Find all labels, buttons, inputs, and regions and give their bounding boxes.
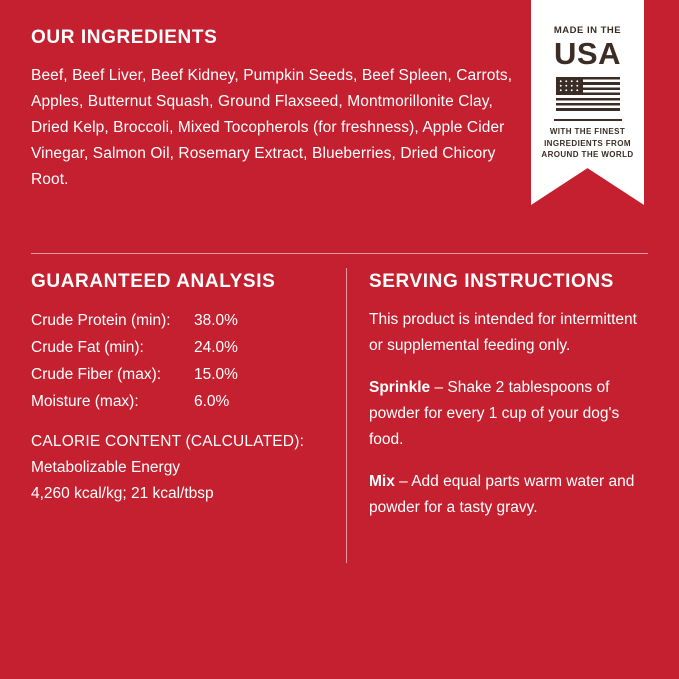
- serving-step-sprinkle-name: Sprinkle: [369, 378, 431, 396]
- ingredients-list: Beef, Beef Liver, Beef Kidney, Pumpkin Seeds, Beef Spleen, Carrots, Apples, Butternut Squash, Ground Flaxseed, Montmorillonite Clay, Dried Kelp, Broccoli, Mixed Tocopherols (for freshness), Apple Cider Vinegar, Salmon Oil, Rosemary Extract, Blueberries, Dried Chicory Root.: [31, 66, 513, 188]
- badge-divider: [554, 119, 622, 121]
- calorie-content-line-2: 4,260 kcal/kg; 21 kcal/tbsp: [31, 484, 214, 502]
- serving-step-mix: [369, 469, 654, 521]
- badge-made-in-the-text: MADE IN THE: [553, 25, 622, 36]
- guaranteed-analysis-title: GUARANTEED ANALYSIS: [31, 271, 276, 292]
- analysis-value: 24.0%: [194, 338, 238, 356]
- guaranteed-analysis-section: [31, 272, 326, 507]
- badge-country-text: USA: [554, 35, 621, 71]
- calorie-content-block: [31, 429, 326, 507]
- serving-step-sprinkle-text: – Shake 2 tablespoons of powder for every 1 cup of your dog's food.: [369, 378, 620, 448]
- flag-canton: [556, 77, 583, 95]
- flag-stars: [558, 79, 581, 93]
- analysis-label: Crude Fat (min):: [31, 338, 144, 356]
- ingredients-title: OUR INGREDIENTS: [31, 27, 218, 48]
- serving-instructions-title: SERVING INSTRUCTIONS: [369, 271, 614, 292]
- analysis-rows: [31, 307, 326, 415]
- analysis-value: 38.0%: [194, 311, 238, 329]
- calorie-content-line-1: Metabolizable Energy: [31, 458, 181, 476]
- calorie-content-heading: CALORIE CONTENT (CALCULATED):: [31, 432, 305, 450]
- vertical-divider: [346, 268, 347, 563]
- analysis-label: Crude Protein (min):: [31, 311, 171, 329]
- serving-step-mix-text: – Add equal parts warm water and powder for a tasty gravy.: [369, 472, 635, 516]
- serving-instructions-section: [369, 272, 654, 521]
- serving-step-mix-name: Mix: [369, 472, 395, 490]
- table-row: [31, 361, 326, 388]
- analysis-value: 6.0%: [194, 392, 230, 410]
- horizontal-divider: [31, 253, 648, 254]
- usa-flag-icon: [556, 77, 620, 113]
- serving-step-sprinkle: [369, 375, 654, 453]
- serving-intro-text: This product is intended for intermittent or supplemental feeding only.: [369, 310, 637, 354]
- analysis-label: Moisture (max):: [31, 392, 139, 410]
- table-row: [31, 307, 326, 334]
- badge-subtext: WITH THE FINEST INGREDIENTS FROM AROUND THE WORLD: [541, 126, 634, 160]
- analysis-value: 15.0%: [194, 365, 238, 383]
- analysis-label: Crude Fiber (max):: [31, 365, 162, 383]
- badge-content: [531, 0, 644, 161]
- table-row: [31, 388, 326, 415]
- made-in-usa-badge: [531, 0, 644, 205]
- table-row: [31, 334, 326, 361]
- ingredients-section: [31, 28, 531, 193]
